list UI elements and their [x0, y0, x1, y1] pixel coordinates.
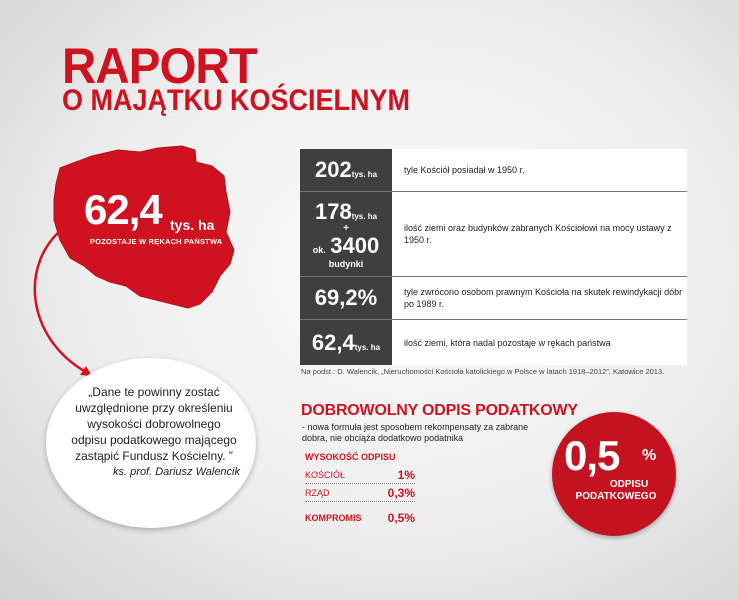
fact-row — [300, 320, 687, 365]
fact-value-cell — [300, 192, 392, 276]
fact-value: 62,4 — [311, 329, 355, 355]
fact-unit: tys. ha — [351, 170, 378, 179]
fact-value-cell — [300, 277, 392, 319]
fact-value-2: 3400 — [330, 233, 380, 258]
fact-description: ilość ziemi, która nadal pozostaje w rękach państwa — [404, 337, 611, 348]
fact-prefix: ok. — [312, 245, 326, 255]
fact-unit: tys. ha — [354, 342, 381, 352]
map-value: 62,4 — [84, 186, 162, 233]
odpis-title: DOBROWOLNY ODPIS PODATKOWY — [301, 402, 578, 419]
fact-unit: tys. ha — [351, 212, 378, 221]
divider — [305, 483, 415, 484]
page-subtitle: O MAJĄTKU KOŚCIELNYM — [62, 84, 411, 117]
fact-row — [300, 192, 687, 277]
divider — [305, 501, 415, 502]
fact-description: tyle zwrócono osobom prawnym Kościoła na skutek rewindykacji dóbr po 1989 r. — [404, 287, 683, 309]
odpis-label: RZĄD — [305, 488, 330, 498]
fact-value: 202 — [314, 157, 352, 182]
odpis-value: 0,5% — [387, 511, 415, 525]
badge-value: 0,5 — [564, 432, 620, 479]
fact-row — [300, 149, 687, 192]
odpis-table-title: WYSOKOŚĆ ODPISU — [305, 452, 396, 462]
page-title: RAPORT — [62, 38, 257, 94]
fact-row — [300, 277, 687, 320]
odpis-label: KOMPROMIS — [305, 513, 362, 523]
map-unit: tys. ha — [170, 217, 215, 233]
facts-table — [300, 149, 687, 365]
odpis-label: KOŚCIÓŁ — [305, 470, 346, 480]
map-caption: POZOSTAJE W RĘKACH PAŃSTWA — [90, 237, 223, 246]
plus-sign: + — [343, 223, 349, 234]
odpis-description: - nowa formuła jest sposobem rekompensaty za zabrane dobra, nie obciąża dodatkowo podatnika — [302, 422, 529, 443]
fact-description: tyle Kościół posiadał w 1950 r. — [404, 165, 525, 175]
fact-value-cell — [300, 320, 392, 365]
odpis-row-rzad — [305, 488, 415, 498]
badge-label-1: ODPISU — [609, 479, 649, 490]
fact-value-cell — [300, 149, 392, 191]
odpis-row-kosciol — [305, 470, 415, 480]
odpis-value: 0,3% — [387, 486, 415, 500]
quote-author: ks. prof. Dariusz Walencik — [113, 466, 240, 478]
badge-label-2: PODATKOWEGO — [575, 491, 657, 502]
quote-text: „Dane te powinny zostać uwzględnione przy określeniu wysokości dobrowolnego odpisu podatkowego mającego zastąpić Fundusz Kościelny. ” — [71, 385, 237, 463]
badge-percent: % — [642, 447, 657, 464]
fact-description: ilość ziemi oraz budynków zabranych Kościołowi na mocy ustawy z 1950 r. — [404, 223, 672, 245]
source-note: Na podst.: D. Walencik, „Nieruchomości Kościoła katolickiego w Polsce w latach 1918–2012”, Katowice 2013. — [301, 367, 665, 376]
fact-unit-2: budynki — [328, 259, 364, 269]
fact-value: 178 — [314, 199, 352, 224]
odpis-row-kompromis — [305, 513, 415, 523]
fact-value: 69,2% — [314, 285, 378, 310]
odpis-value: 1% — [397, 468, 415, 482]
